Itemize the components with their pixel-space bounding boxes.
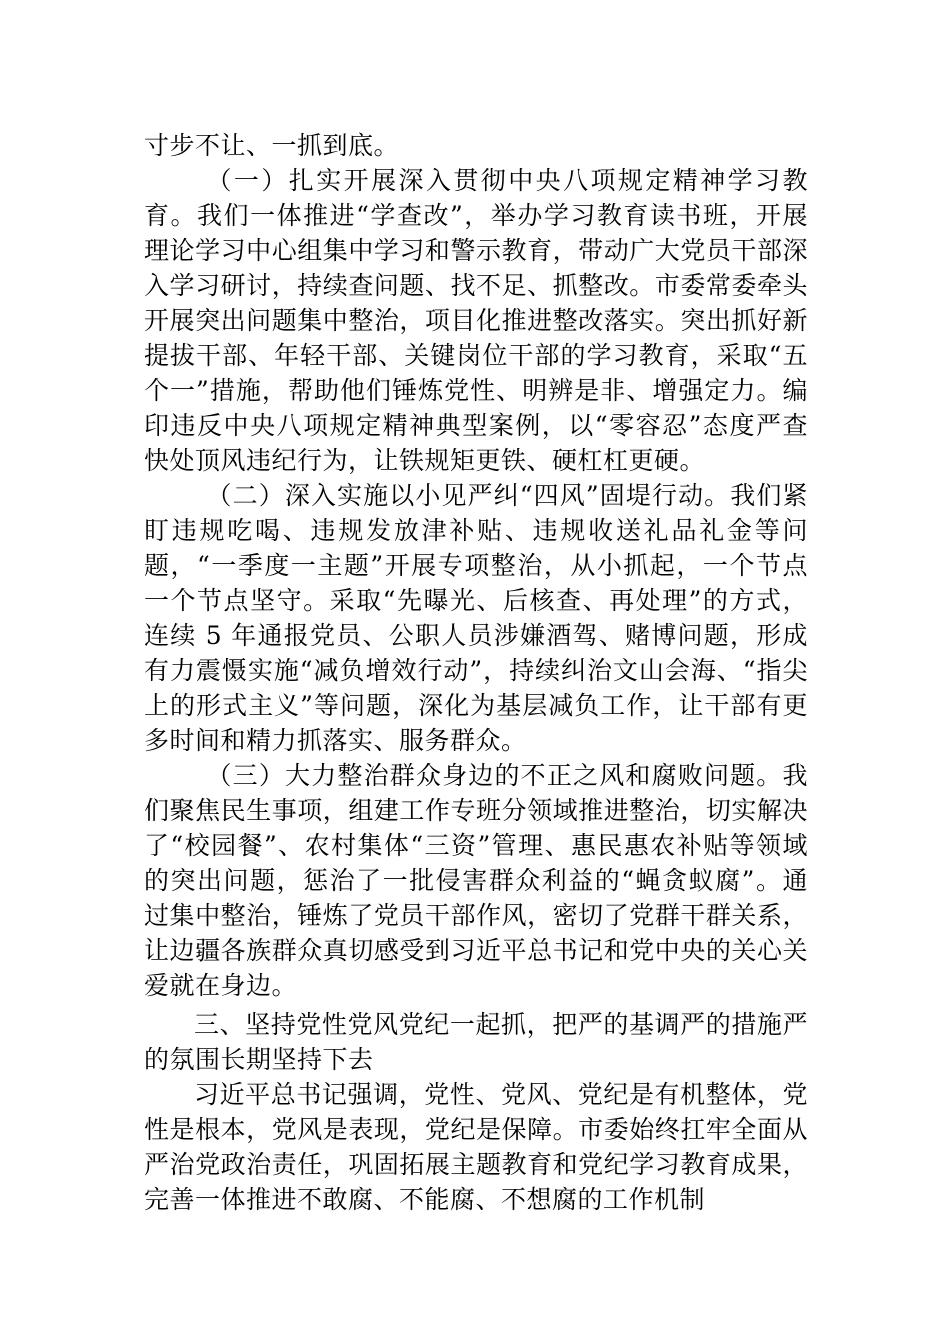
document-body	[144, 128, 808, 1217]
paragraph-continuation: 寸步不让、一抓到底。	[144, 131, 400, 160]
paragraph-section-2: （二）深入实施以小见严纠“四风”固堤行动。我们紧盯违规吃喝、违规发放津补贴、违规收送礼品礼金等问题，“一季度一主题”开展专项整治，从小抓起，一个节点一个节点坚守。采取“先曝光、后核查、再处理”的方式，连续 5 年通报党员、公职人员涉嫌酒驾、赌博问题，形成有力震慑实施“减负增效行动”，持续纠治文山会海、“指尖上的形式主义”等问题，深化为基层减负工作，让干部有更多时间和精力抓落实、服务群众。	[144, 481, 808, 755]
section-heading-3: 三、坚持党性党风党纪一起抓，把严的基调严的措施严的氛围长期坚持下去	[144, 1010, 808, 1074]
paragraph-section-3: （三）大力整治群众身边的不正之风和腐败问题。我们聚焦民生事项，组建工作专班分领域推进整治，切实解决了“校园餐”、农村集体“三资”管理、惠民惠农补贴等领域的突出问题，惩治了一批侵害群众利益的“蝇贪蚁腐”。通过集中整治，锤炼了党员干部作风，密切了党群干群关系，让边疆各族群众真切感受到习近平总书记和党中央的关心关爱就在身边。	[144, 761, 808, 1000]
paragraph-section-3-intro: 习近平总书记强调，党性、党风、党纪是有机整体，党性是根本，党风是表现，党纪是保障。市委始终扛牢全面从严治党政治责任，巩固拓展主题教育和党纪学习教育成果，完善一体推进不敢腐、不能腐、不想腐的工作机制	[144, 1080, 808, 1214]
paragraph-section-1: （一）扎实开展深入贯彻中央八项规定精神学习教育。我们一体推进“学查改”，举办学习教育读书班，开展理论学习中心组集中学习和警示教育，带动广大党员干部深入学习研讨，持续查问题、找不足、抓整改。市委常委牵头开展突出问题集中整治，项目化推进整改落实。突出抓好新提拔干部、年轻干部、关键岗位干部的学习教育，采取“五个一”措施，帮助他们锤炼党性、明辨是非、增强定力。编印违反中央八项规定精神典型案例，以“零容忍”态度严查快处顶风违纪行为，让铁规矩更铁、硬杠杠更硬。	[144, 166, 808, 475]
